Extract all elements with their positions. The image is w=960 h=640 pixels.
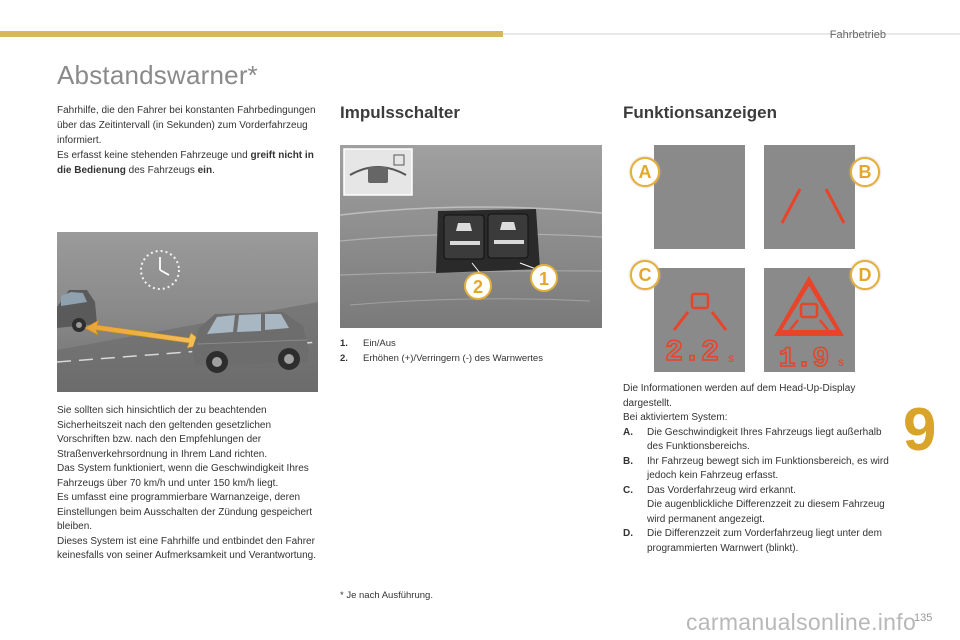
body-paragraph-2: Das System funktioniert, wenn die Geschwindigkeit Ihres Fahrzeugs über 70 km/h und unter 150 km/h liegt. <box>57 463 309 489</box>
list-label: A. <box>623 426 633 438</box>
list-label: D. <box>623 528 633 539</box>
hud-unit-d: s <box>838 355 844 369</box>
hud-panel-c <box>654 268 745 372</box>
own-car-icon <box>192 312 309 373</box>
list-number: 1. <box>340 338 348 349</box>
intro-text-span: . <box>212 165 215 176</box>
page-number: 135 <box>914 612 933 624</box>
list-text-line: Die augenblickliche Differenzzeit zu diesem Fahrzeug wird permanent angezeigt. <box>647 499 885 525</box>
info-intro-2: Bei aktiviertem System: <box>623 412 728 423</box>
intro-text-span: Es erfasst keine stehenden Fahrzeuge und <box>57 150 251 161</box>
distance-illustration <box>57 232 318 392</box>
hud-time-d: 1.9 <box>778 344 830 372</box>
hud-unit-c: s <box>728 351 734 365</box>
list-label: B. <box>623 455 633 467</box>
body-text <box>57 404 325 564</box>
intro-paragraph-2 <box>57 148 325 178</box>
list-item <box>623 484 893 528</box>
hud-display-d <box>764 268 855 372</box>
list-item <box>623 455 893 484</box>
dashboard-inset-icon <box>344 149 412 195</box>
switch-illustration <box>340 145 602 328</box>
intro-bold-span: greift nicht in die Bedienung <box>57 150 314 176</box>
section-header: Fahrbetrieb <box>829 29 886 41</box>
list-text-line: Das Vorderfahrzeug wird erkannt. <box>647 484 796 496</box>
switch-block <box>436 209 540 273</box>
switch-illustration-svg <box>340 145 602 328</box>
badge-d: D <box>850 260 880 290</box>
list-item <box>340 337 543 352</box>
body-paragraph-3: Es umfasst eine programmierbare Warnanzeige, deren Einstellungen beim Ausschalten der Zündung gespeichert bleiben. <box>57 492 313 532</box>
header-accent-bar <box>0 31 503 37</box>
footnote: * Je nach Ausführung. <box>340 590 433 601</box>
intro-paragraph-1: Fahrhilfe, die den Fahrer bei konstanten Fahrbedingungen über das Zeitintervall (in Sekunden) zum Vorderfahrzeug informiert. <box>57 105 316 146</box>
info-intro-1: Die Informationen werden auf dem Head-Up-Display dargestellt. <box>623 383 856 409</box>
hud-panel-a <box>654 145 745 249</box>
distance-illustration-svg <box>57 232 318 392</box>
intro-bold-span: ein <box>197 165 213 176</box>
badge-c: C <box>630 260 660 290</box>
impulsschalter-heading: Impulsschalter <box>340 103 460 122</box>
funktionsanzeigen-heading: Funktionsanzeigen <box>623 103 777 122</box>
warning-triangle-icon <box>774 276 844 336</box>
lane-lines-icon <box>764 145 855 249</box>
header-rule <box>503 33 960 35</box>
badge-a: A <box>630 157 660 187</box>
hud-panel-d <box>764 268 855 372</box>
hud-panel-b <box>764 145 855 249</box>
intro-text-span: des Fahrzeugs <box>125 165 198 176</box>
watermark: carmanualsonline.info <box>686 609 917 635</box>
list-label: C. <box>623 484 633 496</box>
badge-b: B <box>850 157 880 187</box>
list-text: Ein/Aus <box>363 338 396 349</box>
list-item <box>623 527 893 556</box>
list-text: Die Differenzzeit zum Vorderfahrzeug liegt unter dem programmierten Warnwert (blinkt). <box>647 528 882 554</box>
list-item <box>340 352 543 367</box>
callout-2-label: 2 <box>472 277 484 297</box>
list-item <box>623 426 893 455</box>
page-title: Abstandswarner* <box>57 60 258 90</box>
intro-text <box>57 103 325 178</box>
body-paragraph-4: Dieses System ist eine Fahrhilfe und entbindet den Fahrer keinesfalls von seiner Aufmerksamkeit und Verantwortung. <box>57 535 317 561</box>
hud-display-c <box>654 268 745 372</box>
switch-legend <box>340 337 543 366</box>
list-text: Die Geschwindigkeit Ihres Fahrzeugs liegt außerhalb des Funktionsbereichs. <box>647 426 882 452</box>
body-paragraph-1: Sie sollten sich hinsichtlich der zu beachtenden Sicherheitszeit nach den geltenden gesetzlichen Vorschriften bzw. nach den Empfehlungen der Straßenverkehrsordnung in Ihrem Land richten. <box>57 405 272 460</box>
list-text <box>647 484 893 528</box>
chapter-number: 9 <box>903 396 937 463</box>
hud-time-c: 2.2 <box>664 336 720 370</box>
vehicle-ahead-icon <box>674 294 726 330</box>
list-text: Ihr Fahrzeug bewegt sich im Funktionsbereich, es wird jedoch kein Fahrzeug erfasst. <box>647 455 889 481</box>
list-text: Erhöhen (+)/Verringern (-) des Warnwertes <box>363 352 543 364</box>
callout-1-label: 1 <box>538 269 550 289</box>
list-number: 2. <box>340 352 348 364</box>
function-info <box>623 382 893 556</box>
